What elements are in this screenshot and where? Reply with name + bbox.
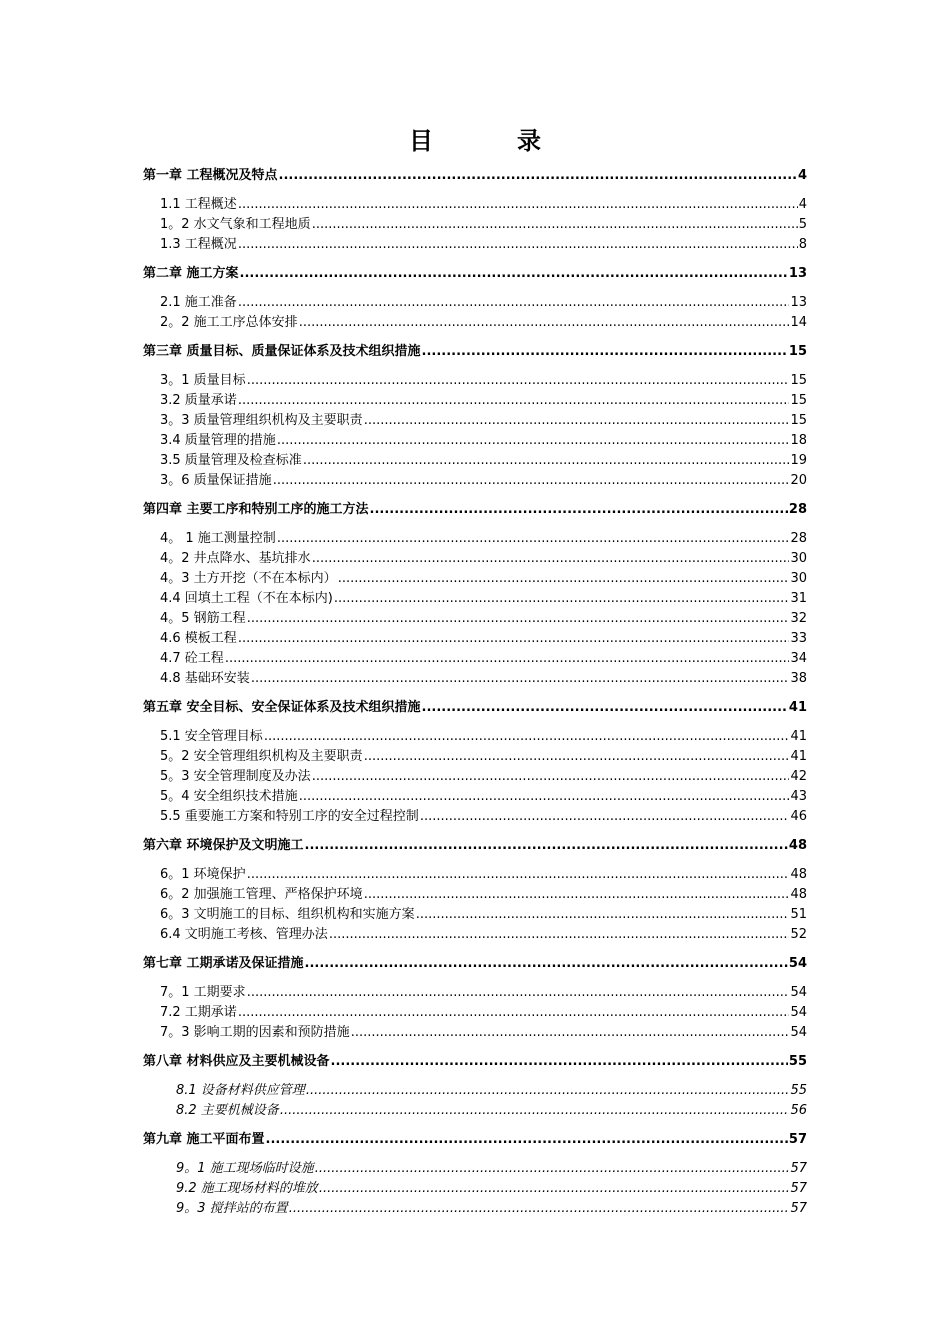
toc-entry-title: 第二章 施工方案 bbox=[143, 266, 239, 281]
toc-entry-title: 4。2 井点降水、基坑排水 bbox=[160, 551, 311, 566]
toc-dot-leader bbox=[305, 838, 788, 854]
toc-page-number: 42 bbox=[790, 769, 807, 784]
toc-page-number: 54 bbox=[790, 1025, 807, 1040]
toc-page-number: 8 bbox=[798, 237, 807, 252]
toc-page-number: 43 bbox=[790, 789, 807, 804]
toc-chapter-entry[interactable] bbox=[143, 834, 807, 854]
toc-page-number: 30 bbox=[790, 571, 807, 586]
toc-entry-title: 第四章 主要工序和特别工序的施工方法 bbox=[143, 502, 369, 517]
toc-section-entry[interactable] bbox=[143, 409, 807, 429]
toc-dot-leader bbox=[277, 433, 790, 449]
toc-section-entry[interactable] bbox=[143, 587, 807, 607]
toc-page-number: 15 bbox=[790, 373, 807, 388]
toc-section-entry[interactable] bbox=[143, 233, 807, 253]
toc-section-entry[interactable] bbox=[143, 745, 807, 765]
toc-section-entry[interactable] bbox=[143, 291, 807, 311]
toc-section-entry[interactable] bbox=[143, 1079, 807, 1099]
toc-dot-leader bbox=[334, 591, 790, 607]
toc-dot-leader bbox=[225, 651, 790, 667]
toc-dot-leader bbox=[280, 1103, 790, 1119]
toc-entry-title: 4。3 土方开挖（不在本标内） bbox=[160, 571, 337, 586]
page-title: 目 录 bbox=[409, 126, 571, 155]
toc-page-number: 31 bbox=[790, 591, 807, 606]
toc-dot-leader bbox=[247, 373, 790, 389]
toc-dot-leader bbox=[331, 1054, 788, 1070]
toc-entry-title: 2。2 施工工序总体安排 bbox=[160, 315, 298, 330]
toc-entry-title: 5。4 安全组织技术措施 bbox=[160, 789, 298, 804]
toc-page-number: 41 bbox=[788, 700, 807, 715]
toc-entry-title: 6。3 文明施工的目标、组织机构和实施方案 bbox=[160, 907, 415, 922]
toc-page-number: 51 bbox=[790, 907, 807, 922]
toc-page-number: 19 bbox=[790, 453, 807, 468]
toc-dot-leader bbox=[289, 1201, 790, 1217]
toc-dot-leader bbox=[422, 700, 788, 716]
toc-page-number: 54 bbox=[788, 956, 807, 971]
toc-section-entry[interactable] bbox=[143, 981, 807, 1001]
toc-section-entry[interactable] bbox=[143, 1157, 807, 1177]
toc-page-number: 34 bbox=[790, 651, 807, 666]
toc-dot-leader bbox=[364, 413, 790, 429]
toc-entry-title: 4。5 钢筋工程 bbox=[160, 611, 246, 626]
toc-chapter-entry[interactable] bbox=[143, 1128, 807, 1148]
toc-dot-leader bbox=[312, 217, 798, 233]
toc-chapter-entry[interactable] bbox=[143, 340, 807, 360]
toc-dot-leader bbox=[273, 473, 790, 489]
toc-entry-title: 7。3 影响工期的因素和预防措施 bbox=[160, 1025, 350, 1040]
toc-entry-title: 第一章 工程概况及特点 bbox=[143, 168, 278, 183]
toc-dot-leader bbox=[238, 295, 790, 311]
toc-entry-title: 第三章 质量目标、质量保证体系及技术组织措施 bbox=[143, 344, 421, 359]
toc-entry-title: 第六章 环境保护及文明施工 bbox=[143, 838, 304, 853]
toc-section-entry[interactable] bbox=[143, 607, 807, 627]
toc-page-number: 30 bbox=[790, 551, 807, 566]
toc-section-entry[interactable] bbox=[143, 863, 807, 883]
toc-page-number: 15 bbox=[788, 344, 807, 359]
toc-dot-leader bbox=[247, 867, 790, 883]
toc-page-number: 54 bbox=[790, 1005, 807, 1020]
toc-page-number: 32 bbox=[790, 611, 807, 626]
toc-page-number: 14 bbox=[790, 315, 807, 330]
toc-chapter-entry[interactable] bbox=[143, 164, 807, 184]
toc-page-number: 48 bbox=[790, 887, 807, 902]
toc-page-number: 33 bbox=[790, 631, 807, 646]
toc-dot-leader bbox=[240, 266, 788, 282]
toc-entry-title: 1.3 工程概况 bbox=[160, 237, 237, 252]
toc-page-number: 46 bbox=[790, 809, 807, 824]
toc-page-number: 55 bbox=[790, 1083, 807, 1098]
toc-entry-title: 9。3 搅拌站的布置 bbox=[176, 1201, 288, 1216]
toc-entry-title: 2.1 施工准备 bbox=[160, 295, 237, 310]
toc-chapter-entry[interactable] bbox=[143, 262, 807, 282]
toc-page-number: 18 bbox=[790, 433, 807, 448]
toc-section-entry[interactable] bbox=[143, 547, 807, 567]
toc-dot-leader bbox=[312, 551, 790, 567]
toc-dot-leader bbox=[312, 769, 790, 785]
toc-entry-title: 第八章 材料供应及主要机械设备 bbox=[143, 1054, 330, 1069]
toc-section-entry[interactable] bbox=[143, 213, 807, 233]
toc-dot-leader bbox=[420, 809, 790, 825]
toc-entry-title: 8.2 主要机械设备 bbox=[176, 1103, 279, 1118]
toc-page-number: 5 bbox=[798, 217, 807, 232]
toc-dot-leader bbox=[305, 956, 788, 972]
toc-page-number: 57 bbox=[788, 1132, 807, 1147]
toc-entry-title: 4。 1 施工测量控制 bbox=[160, 531, 276, 546]
toc-chapter-entry[interactable] bbox=[143, 1050, 807, 1070]
toc-entry-title: 9。1 施工现场临时设施 bbox=[176, 1161, 314, 1176]
toc-dot-leader bbox=[299, 315, 790, 331]
toc-page-number: 48 bbox=[788, 838, 807, 853]
toc-entry-title: 4.8 基础环安装 bbox=[160, 671, 250, 686]
toc-entry-title: 6.4 文明施工考核、管理办法 bbox=[160, 927, 328, 942]
toc-section-entry[interactable] bbox=[143, 1177, 807, 1197]
toc-entry-title: 3。1 质量目标 bbox=[160, 373, 246, 388]
toc-page-number: 41 bbox=[790, 729, 807, 744]
toc-entry-title: 8.1 设备材料供应管理 bbox=[176, 1083, 305, 1098]
toc-dot-leader bbox=[364, 887, 790, 903]
toc-page-number: 13 bbox=[790, 295, 807, 310]
toc-dot-leader bbox=[422, 344, 788, 360]
toc-dot-leader bbox=[319, 1181, 790, 1197]
toc-page-number: 38 bbox=[790, 671, 807, 686]
toc-dot-leader bbox=[247, 611, 790, 627]
toc-section-entry[interactable] bbox=[143, 725, 807, 745]
toc-dot-leader bbox=[238, 393, 790, 409]
toc-page-number: 57 bbox=[790, 1181, 807, 1196]
toc-entry-title: 3.2 质量承诺 bbox=[160, 393, 237, 408]
toc-dot-leader bbox=[299, 789, 790, 805]
toc-dot-leader bbox=[315, 1161, 790, 1177]
toc-page-number: 4 bbox=[797, 168, 807, 183]
toc-entry-title: 6。2 加强施工管理、严格保护环境 bbox=[160, 887, 363, 902]
toc-dot-leader bbox=[370, 502, 788, 518]
toc-section-entry[interactable] bbox=[143, 1099, 807, 1119]
toc-dot-leader bbox=[238, 197, 798, 213]
toc-page-number: 4 bbox=[798, 197, 807, 212]
toc-entry-title: 第五章 安全目标、安全保证体系及技术组织措施 bbox=[143, 700, 421, 715]
toc-dot-leader bbox=[279, 168, 797, 184]
toc-entry-title: 6。1 环境保护 bbox=[160, 867, 246, 882]
toc-page-number: 48 bbox=[790, 867, 807, 882]
toc-section-entry[interactable] bbox=[143, 389, 807, 409]
toc-page-number: 56 bbox=[790, 1103, 807, 1118]
toc-page-number: 55 bbox=[788, 1054, 807, 1069]
toc-page-number: 13 bbox=[788, 266, 807, 281]
toc-dot-leader bbox=[338, 571, 790, 587]
toc-dot-leader bbox=[238, 1005, 790, 1021]
toc-page-number: 28 bbox=[790, 531, 807, 546]
toc-section-entry[interactable] bbox=[143, 1001, 807, 1021]
toc-section-entry[interactable] bbox=[143, 883, 807, 903]
toc-entry-title: 7.2 工期承诺 bbox=[160, 1005, 237, 1020]
toc-dot-leader bbox=[238, 631, 790, 647]
toc-entry-title: 第九章 施工平面布置 bbox=[143, 1132, 265, 1147]
toc-section-entry[interactable] bbox=[143, 527, 807, 547]
toc-entry-title: 5.1 安全管理目标 bbox=[160, 729, 263, 744]
toc-dot-leader bbox=[303, 453, 790, 469]
toc-section-entry[interactable] bbox=[143, 311, 807, 331]
toc-section-entry[interactable] bbox=[143, 805, 807, 825]
toc-page-number: 15 bbox=[790, 393, 807, 408]
toc-entry-title: 4.4 回填土工程（不在本标内) bbox=[160, 591, 333, 606]
toc-dot-leader bbox=[264, 729, 790, 745]
toc-dot-leader bbox=[251, 671, 790, 687]
toc-section-entry[interactable] bbox=[143, 449, 807, 469]
table-of-contents bbox=[143, 164, 807, 1217]
toc-entry-title: 3.4 质量管理的措施 bbox=[160, 433, 276, 448]
toc-chapter-entry[interactable] bbox=[143, 498, 807, 518]
toc-page-number: 52 bbox=[790, 927, 807, 942]
toc-dot-leader bbox=[306, 1083, 790, 1099]
toc-page-number: 41 bbox=[790, 749, 807, 764]
toc-section-entry[interactable] bbox=[143, 765, 807, 785]
toc-dot-leader bbox=[329, 927, 790, 943]
toc-entry-title: 5。3 安全管理制度及办法 bbox=[160, 769, 311, 784]
toc-section-entry[interactable] bbox=[143, 429, 807, 449]
toc-section-entry[interactable] bbox=[143, 1021, 807, 1041]
toc-section-entry[interactable] bbox=[143, 469, 807, 489]
toc-section-entry[interactable] bbox=[143, 627, 807, 647]
toc-page-number: 54 bbox=[790, 985, 807, 1000]
toc-page-number: 15 bbox=[790, 413, 807, 428]
toc-section-entry[interactable] bbox=[143, 667, 807, 687]
toc-dot-leader bbox=[351, 1025, 790, 1041]
toc-entry-title: 9.2 施工现场材料的堆放 bbox=[176, 1181, 318, 1196]
toc-dot-leader bbox=[364, 749, 790, 765]
toc-section-entry[interactable] bbox=[143, 369, 807, 389]
toc-section-entry[interactable] bbox=[143, 647, 807, 667]
toc-section-entry[interactable] bbox=[143, 903, 807, 923]
toc-section-entry[interactable] bbox=[143, 567, 807, 587]
toc-dot-leader bbox=[266, 1132, 788, 1148]
toc-chapter-entry[interactable] bbox=[143, 952, 807, 972]
toc-page-number: 57 bbox=[790, 1201, 807, 1216]
toc-section-entry[interactable] bbox=[143, 193, 807, 213]
toc-dot-leader bbox=[416, 907, 790, 923]
toc-section-entry[interactable] bbox=[143, 785, 807, 805]
toc-entry-title: 1。2 水文气象和工程地质 bbox=[160, 217, 311, 232]
toc-entry-title: 5.5 重要施工方案和特别工序的安全过程控制 bbox=[160, 809, 419, 824]
toc-page-number: 20 bbox=[790, 473, 807, 488]
toc-page-number: 57 bbox=[790, 1161, 807, 1176]
toc-section-entry[interactable] bbox=[143, 923, 807, 943]
toc-entry-title: 3.5 质量管理及检查标准 bbox=[160, 453, 302, 468]
toc-section-entry[interactable] bbox=[143, 1197, 807, 1217]
toc-dot-leader bbox=[277, 531, 790, 547]
toc-entry-title: 1.1 工程概述 bbox=[160, 197, 237, 212]
toc-dot-leader bbox=[238, 237, 798, 253]
toc-entry-title: 3。6 质量保证措施 bbox=[160, 473, 272, 488]
toc-entry-title: 3。3 质量管理组织机构及主要职责 bbox=[160, 413, 363, 428]
toc-dot-leader bbox=[247, 985, 790, 1001]
toc-entry-title: 7。1 工期要求 bbox=[160, 985, 246, 1000]
toc-entry-title: 4.6 模板工程 bbox=[160, 631, 237, 646]
toc-chapter-entry[interactable] bbox=[143, 696, 807, 716]
toc-entry-title: 第七章 工期承诺及保证措施 bbox=[143, 956, 304, 971]
toc-entry-title: 4.7 砼工程 bbox=[160, 651, 224, 666]
toc-entry-title: 5。2 安全管理组织机构及主要职责 bbox=[160, 749, 363, 764]
toc-page-number: 28 bbox=[788, 502, 807, 517]
